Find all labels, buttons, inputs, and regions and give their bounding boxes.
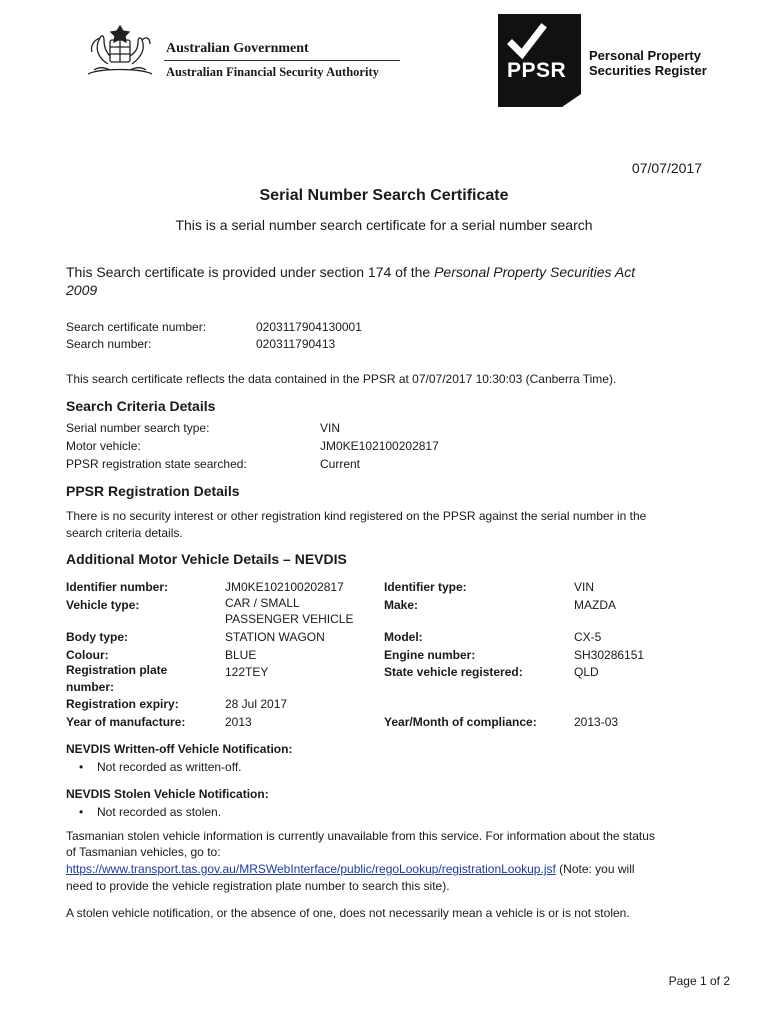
nevdis-heading: Additional Motor Vehicle Details – NEVDIS — [66, 551, 347, 567]
vehicle-value: CX-5 — [574, 630, 602, 644]
registration-text-line1: There is no security interest or other registration kind registered on the PPSR against the serial number in the — [66, 509, 647, 523]
stolen-disclaimer: A stolen vehicle notification, or the absence of one, does not necessarily mean a vehicle is or is not stolen. — [66, 906, 630, 920]
vehicle-label: Engine number: — [384, 648, 476, 662]
search-number-label: Search number: — [66, 337, 152, 351]
written-off-item: • Not recorded as written-off. — [66, 759, 242, 776]
criteria-label: Motor vehicle: — [66, 439, 141, 453]
written-off-heading: NEVDIS Written-off Vehicle Notification: — [66, 742, 293, 756]
coat-of-arms-logo — [80, 24, 160, 80]
vehicle-value: CAR / SMALL — [225, 596, 300, 610]
registration-heading: PPSR Registration Details — [66, 483, 240, 499]
header-divider — [164, 60, 400, 61]
vehicle-label: State vehicle registered: — [384, 665, 523, 679]
provision-prefix: This Search certificate is provided under section 174 of the — [66, 264, 431, 280]
page-title: Serial Number Search Certificate — [259, 187, 509, 204]
vehicle-value: 2013-03 — [574, 715, 619, 729]
ppsr-title-line2: Securities Register — [589, 63, 707, 78]
provision-statement — [66, 263, 706, 299]
vehicle-value: 122TEY — [225, 665, 269, 679]
vehicle-value: 2013 — [225, 715, 252, 729]
vehicle-label: Identifier number: — [66, 580, 169, 594]
tasmania-link-note: (Note: you will — [555, 862, 635, 876]
vehicle-label: Year/Month of compliance: — [384, 715, 537, 729]
tasmania-rego-link[interactable]: https://www.transport.tas.gov.au/MRSWebInterface/public/regoLookup/registrationLookup.jsf — [66, 862, 556, 876]
tasmania-line2: of Tasmanian vehicles, go to: — [66, 845, 221, 859]
certificate-date: 07/07/2017 — [631, 160, 702, 176]
vehicle-label: Registration plate — [66, 663, 168, 677]
criteria-value: JM0KE102100202817 — [320, 439, 439, 453]
vehicle-value: BLUE — [225, 648, 257, 662]
stolen-heading: NEVDIS Stolen Vehicle Notification: — [66, 787, 269, 801]
vehicle-label: Make: — [384, 598, 419, 612]
tasmania-link-line — [66, 861, 635, 878]
vehicle-value: JM0KE102100202817 — [225, 580, 344, 594]
vehicle-label: Identifier type: — [384, 580, 467, 594]
criteria-value: VIN — [320, 421, 341, 435]
page-subtitle: This is a serial number search certificate for a serial number search — [175, 217, 593, 233]
reflects-statement: This search certificate reflects the data contained in the PPSR at 07/07/2017 10:30:03 (Canberra Time). — [66, 372, 617, 386]
tasmania-line4: need to provide the vehicle registration plate number to search this site). — [66, 879, 450, 893]
vehicle-value: STATION WAGON — [225, 630, 325, 644]
vehicle-label: Model: — [384, 630, 423, 644]
vehicle-label: Body type: — [66, 630, 129, 644]
vehicle-value: SH30286151 — [574, 648, 645, 662]
ppsr-title-line1: Personal Property — [589, 48, 701, 63]
ppsr-logo-text: PPSR — [507, 59, 567, 82]
page-number: Page 1 of 2 — [668, 974, 730, 988]
stolen-item: • Not recorded as stolen. — [66, 804, 221, 821]
search-number-value: 020311790413 — [256, 337, 336, 351]
search-criteria-heading: Search Criteria Details — [66, 398, 216, 414]
vehicle-label-line2: number: — [66, 680, 114, 694]
vehicle-value-line2: PASSENGER VEHICLE — [225, 612, 354, 626]
gov-name: Australian Government — [166, 41, 309, 56]
vehicle-label: Colour: — [66, 648, 109, 662]
vehicle-value: QLD — [574, 665, 599, 679]
provision-year: 2009 — [66, 282, 98, 298]
tasmania-line1: Tasmanian stolen vehicle information is currently unavailable from this service. For information about the status — [66, 829, 655, 843]
vehicle-label: Vehicle type: — [66, 598, 140, 612]
criteria-label: Serial number search type: — [66, 421, 210, 435]
vehicle-value: 28 Jul 2017 — [225, 697, 288, 711]
vehicle-value: MAZDA — [574, 598, 616, 612]
criteria-value: Current — [320, 457, 361, 471]
vehicle-label: Year of manufacture: — [66, 715, 186, 729]
agency-name: Australian Financial Security Authority — [166, 65, 379, 79]
search-certificate-number-label: Search certificate number: — [66, 320, 207, 334]
criteria-label: PPSR registration state searched: — [66, 457, 247, 471]
vehicle-value: VIN — [574, 580, 595, 594]
vehicle-label: Registration expiry: — [66, 697, 179, 711]
registration-text-line2: search criteria details. — [66, 526, 183, 540]
search-certificate-number-value: 0203117904130001 — [256, 320, 362, 334]
provision-act: Personal Property Securities Act — [434, 264, 636, 280]
